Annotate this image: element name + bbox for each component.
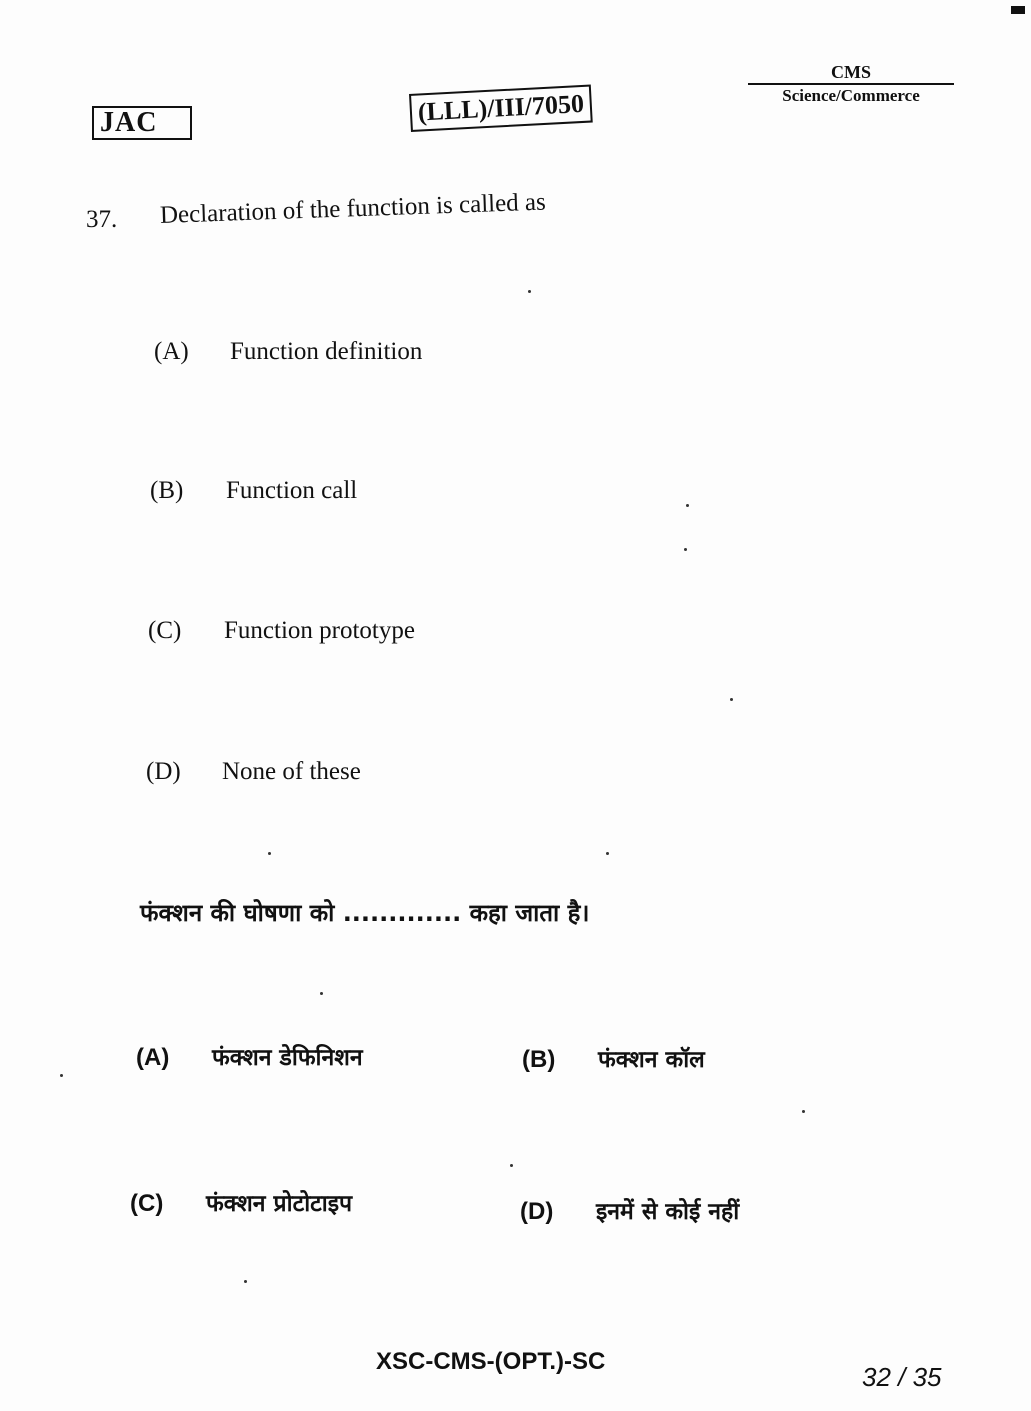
option-a [154, 338, 422, 366]
hindi-option-a [136, 1040, 363, 1072]
subject-name: CMS [831, 62, 871, 82]
option-label: (C) [148, 617, 182, 644]
paper-code-badge: (LLL)/III/7050 [409, 84, 593, 131]
scan-speck [244, 1280, 247, 1283]
hindi-option-d [520, 1194, 739, 1226]
scan-speck [268, 852, 271, 855]
option-text: फंक्शन प्रोटोटाइप [206, 1191, 353, 1217]
option-label: (B) [522, 1046, 556, 1073]
scan-mark [1011, 6, 1025, 14]
option-text: फंक्शन कॉल [598, 1047, 705, 1073]
hindi-option-c [130, 1186, 352, 1218]
subject-header [748, 62, 954, 106]
scan-speck [510, 1164, 513, 1167]
hindi-option-b [522, 1042, 705, 1074]
option-label: (A) [136, 1044, 170, 1071]
option-label: (C) [130, 1190, 164, 1217]
page-number: 32 / 35 [862, 1362, 942, 1392]
question-text: Declaration of the function is called as [159, 188, 547, 229]
option-label: (B) [150, 477, 184, 504]
scan-speck [606, 852, 609, 855]
option-text: Function call [226, 477, 358, 504]
scan-speck [528, 290, 531, 293]
scan-speck [320, 992, 323, 995]
option-c [148, 617, 415, 645]
scan-speck [802, 1110, 805, 1113]
board-badge: JAC [92, 106, 192, 140]
scan-speck [730, 698, 733, 701]
option-label: (A) [154, 338, 189, 365]
scan-speck [60, 1074, 63, 1077]
option-text: Function definition [230, 338, 423, 365]
option-label: (D) [520, 1198, 554, 1225]
stream-name: Science/Commerce [748, 83, 954, 106]
option-d [146, 758, 361, 786]
scan-speck [686, 504, 689, 507]
scan-speck [684, 548, 687, 551]
option-b [150, 477, 357, 505]
option-text: इनमें से कोई नहीं [596, 1199, 740, 1225]
option-text: Function prototype [224, 617, 415, 644]
option-text: None of these [222, 758, 361, 785]
option-text: फंक्शन डेफिनिशन [212, 1045, 363, 1071]
question-text-hindi: फंक्शन की घोषणा को ............. कहा जाता है। [140, 899, 590, 927]
footer-code: XSC-CMS-(OPT.)-SC [376, 1348, 606, 1375]
option-label: (D) [146, 758, 181, 785]
question-number: 37. [86, 206, 118, 233]
